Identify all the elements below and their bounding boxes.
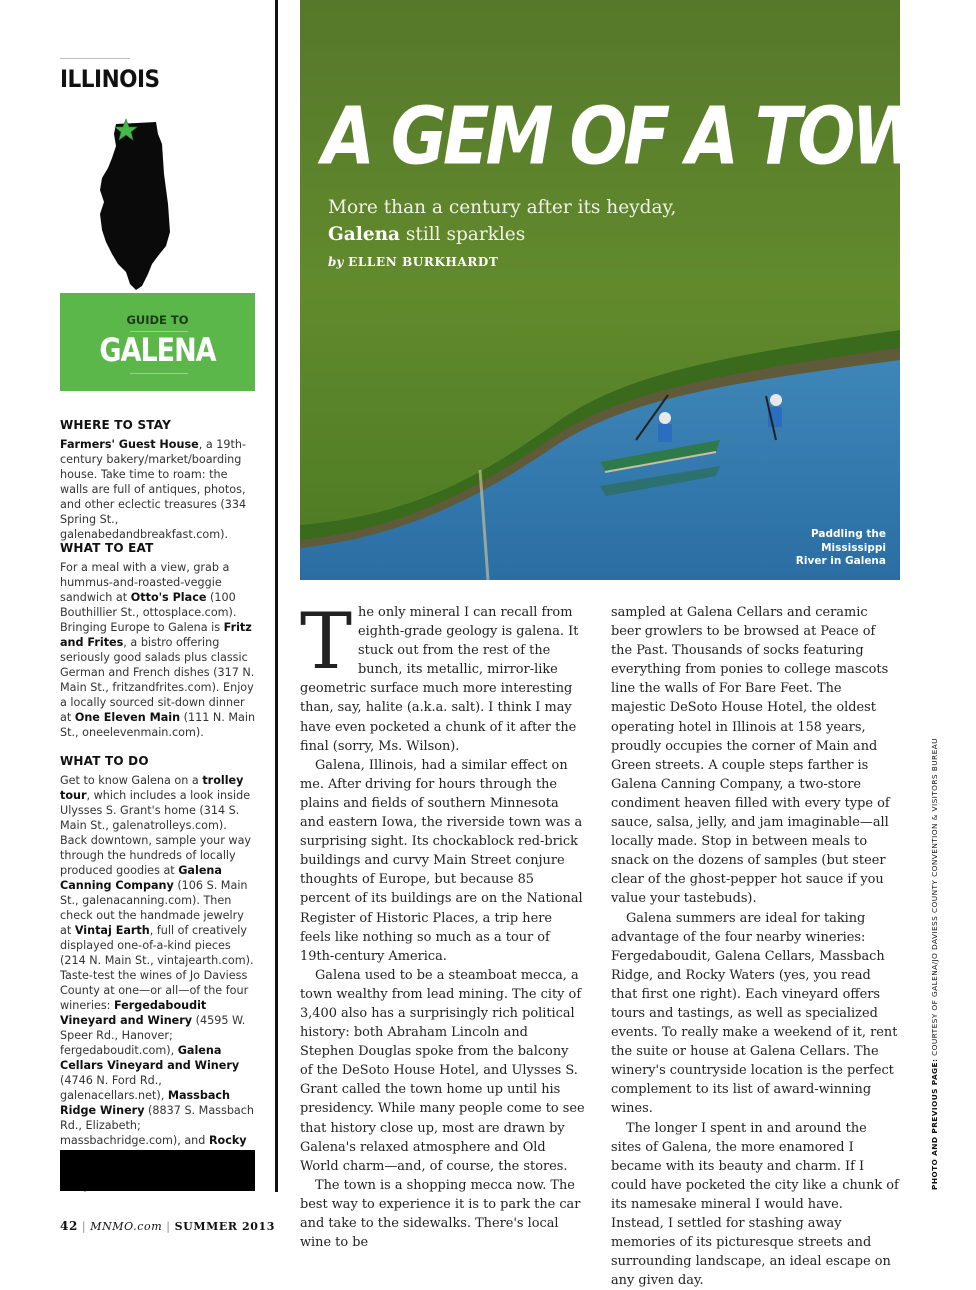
section-body: For a meal with a view, grab a hummus-and-roasted-veggie sandwich at Otto's Place (100 Bouthillier St., ottosplace.com). Bringing Europe to Galena is Fritz and Frites, a bistro offering seriously good salads plus classic German and French dishes (317 N. Main St., fritzandfrites.com). Enjoy a locally sourced sit-down dinner at One Eleven Main (111 N. Main St., oneelevenmain.com).: [60, 561, 256, 739]
drop-cap: T: [300, 597, 353, 687]
venue-name: Rocky: [208, 1134, 247, 1147]
illinois-map-icon: [96, 114, 176, 292]
venue-name: Fritz and Frites: [60, 621, 252, 649]
ad-box: [60, 1150, 255, 1191]
site-name: MNMO.com: [90, 1220, 163, 1233]
paragraph: The only mineral I can recall from eighth-grade geology is galena. It stuck out from the rest of the bunch, its metallic, mirror-like geometric surface much more interesting than, say, halite (a.k.a. salt). I think I may have even pocketed a chunk of it after the final (sorry, Ms. Wilson).: [300, 597, 579, 754]
venue-name: Massbach Ridge Winery: [60, 1089, 230, 1117]
venue-name: trolley tour: [60, 774, 244, 802]
where-to-stay-section: [60, 418, 257, 542]
hero-photo: [300, 0, 976, 580]
divider: [130, 373, 188, 374]
section-heading: WHAT TO EAT: [60, 541, 154, 555]
venue-name: Vintaj Earth: [74, 924, 150, 937]
article-column-1: [300, 597, 585, 1252]
what-to-eat-section: [60, 541, 257, 740]
section-heading: WHERE TO STAY: [60, 418, 171, 432]
paragraph: Galena summers are ideal for taking advantage of the four nearby wineries: Fergedaboudit, Galena Cellars, Massbach Ridge, and Rocky Waters (yes, you read that first one right). Each vineyard offers tours and tastings, as well as specialized events. To really make a weekend of it, rent the suite or house at Galena Cellars. The winery's countryside location is the perfect complement to its list of award-winning wines.: [611, 910, 898, 1117]
guide-town: GALENA: [99, 331, 216, 370]
photo-credit: PHOTO AND PREVIOUS PAGE: COURTESY OF GALENA/JO DAVIESS COUNTY CONVENTION & VISITORS BUREAU: [930, 738, 939, 1190]
byline: by ELLEN BURKHARDT: [328, 255, 499, 269]
guide-label: GUIDE TO: [126, 313, 189, 327]
photo-caption: Paddling the Mississippi River in Galena: [795, 528, 886, 567]
venue-name: Fergedaboudit Vineyard and Winery: [60, 999, 207, 1027]
venue-name: One Eleven Main: [74, 711, 181, 724]
column-divider: [275, 0, 278, 1192]
section-heading: WHAT TO DO: [60, 754, 149, 768]
section-body: Get to know Galena on a trolley tour, which includes a look inside Ulysses S. Grant's home (314 S. Main St., galenatrolleys.com). Back downtown, sample your way through the hundreds of locally produced goodies at Galena Canning Company (106 S. Main St., galenacanning.com). Then check out the handmade jewelry at Vintaj Earth, full of creatively displayed one-of-a-kind pieces (214 N. Main St., vintajearth.com). Taste-test the wines of Jo Daviess County at one—or all—of the four wineries: Fergedaboudit Vineyard and Winery (4595 W. Speer Rd., Hanover; fergedaboudit.com), Galena Cellars Vineyard and Winery (4746 N. Ford Rd., galenacellars.net), Massbach Ridge Winery (8837 S. Massbach Rd., Elizabeth; massbachridge.com), and Rocky: [60, 773, 257, 1193]
page-footer: 42 | MNMO.com | SUMMER 2013: [60, 1219, 276, 1233]
paragraph: The longer I spent in and around the sites of Galena, the more enamored I became with its beauty and charm. If I could have pocketed the city like a chunk of its namesake mineral I would have. Instead, I settled for stashing away memories of its picturesque streets and surrounding landscape, an ideal escape on any given day.: [611, 1120, 899, 1289]
paragraph: The town is a shopping mecca now. The best way to experience it is to park the car and take to the sidewalks. There's local wine to be: [300, 1177, 581, 1251]
what-to-do-section: [60, 754, 257, 1193]
issue-date: SUMMER 2013: [174, 1220, 276, 1233]
article-title: A GEM OF A TOWN: [322, 88, 976, 183]
article-column-2: [611, 603, 899, 1290]
paragraph: Galena, Illinois, had a similar effect on me. After driving for hours through the plains and fields of southern Minnesota and eastern Iowa, the riverside town was a surprising sight. Its chockablock red-brick buildings and curvy Main Street conjure thoughts of Europe, but because 85 percent of its buildings are on the National Register of Historic Places, a trip here feels like nothing so much as a tour of 19th-century America.: [300, 757, 583, 964]
venue-name: Farmers' Guest House: [60, 438, 199, 451]
page-number: 42: [60, 1219, 78, 1233]
venue-name: Otto's Place: [130, 591, 207, 604]
river-scene: [300, 0, 900, 580]
paragraph: sampled at Galena Cellars and ceramic beer growlers to be browsed at Peace of the Past. Thousands of socks featuring everything from ponies to college mascots line the walls of For Bare Feet. The majestic DeSoto House Hotel, the oldest operating hotel in Illinois at 158 years, proudly occupies the corner of Main and Green streets. A couple steps farther is Galena Canning Company, a two-store condiment heaven filled with every type of sauce, salsa, jelly, and jam imaginable—all locally made. Stop in between meals to snack on the dozens of samples (but steer clear of the ghost-pepper hot sauce if you value your tastebuds).: [611, 605, 890, 907]
state-name: ILLINOIS: [60, 58, 130, 93]
section-body: Farmers' Guest House, a 19th-century bakery/market/boarding house. Take time to roam: the walls are full of antiques, photos, and other eclectic treasures (334 Spring St., galenabedandbreakfast.com).: [60, 438, 247, 541]
paragraph: Galena used to be a steamboat mecca, a town wealthy from lead mining. The city of 3,400 also has a surprisingly rich political history: both Abraham Lincoln and Stephen Douglas spoke from the balcony of the DeSoto House Hotel, and Ulysses S. Grant called the town home up until his presidency. While many people come to see that history close up, most are drawn by Galena's relaxed atmosphere and Old World charm—and, of course, the stores.: [300, 967, 585, 1174]
guide-box: [60, 293, 255, 391]
article-subtitle: More than a century after its heyday, Galena still sparkles: [328, 197, 677, 245]
venue-name: Galena Cellars Vineyard and Winery: [60, 1044, 240, 1072]
venue-name: Galena Canning Company: [60, 864, 222, 892]
